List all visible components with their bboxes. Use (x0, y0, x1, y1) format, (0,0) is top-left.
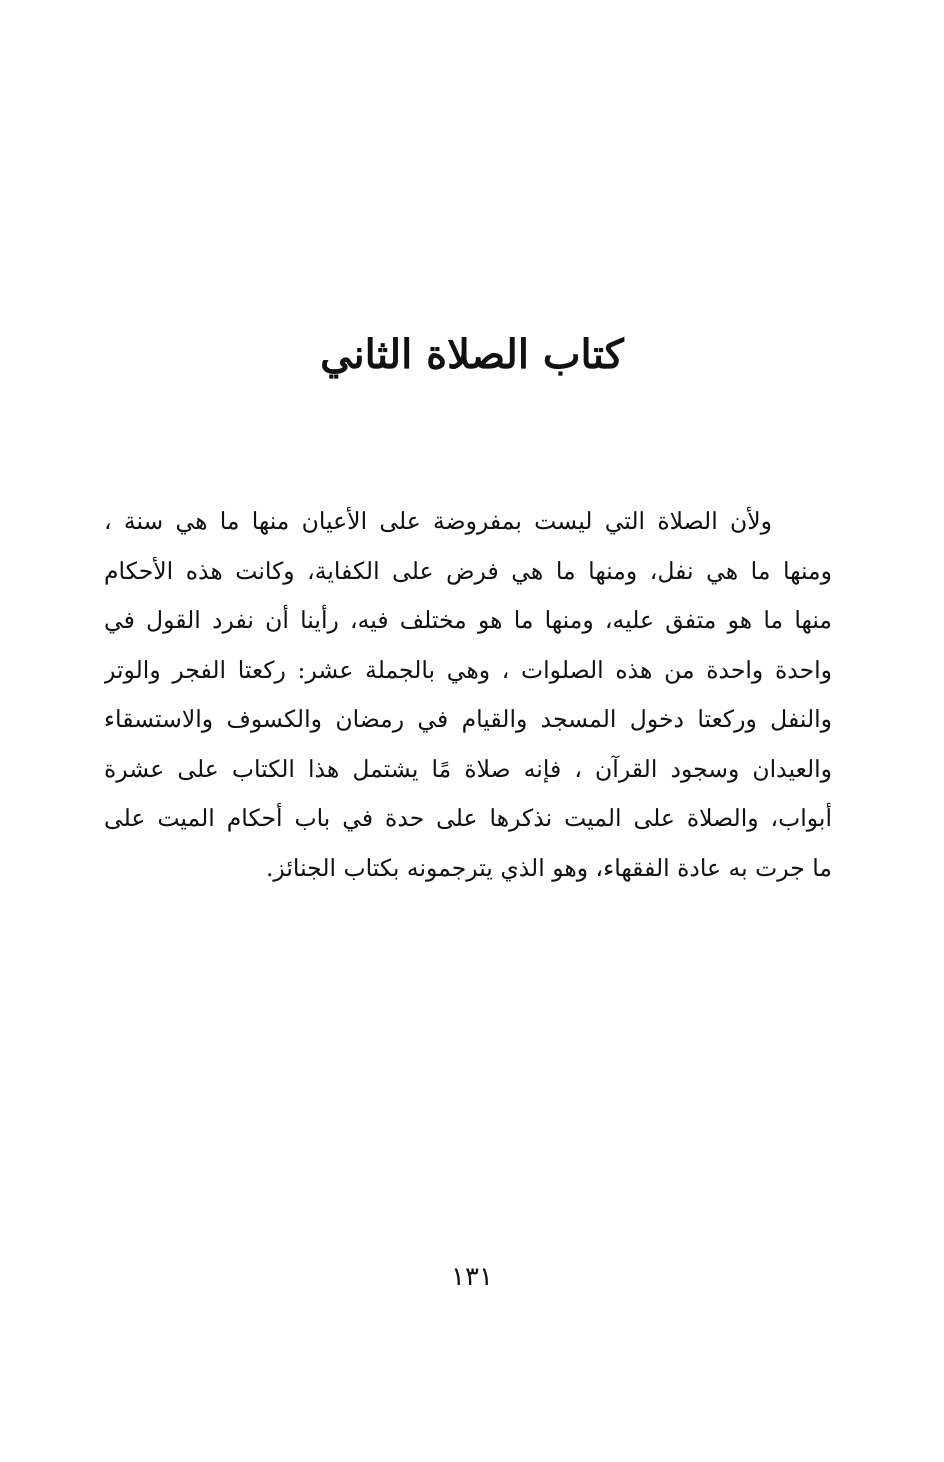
paragraph-line: أبواب، والصلاة على الميت نذكرها على حدة في باب أحكام الميت على (104, 804, 832, 832)
paragraph-line: ومنها ما هي نفل، ومنها ما هي فرض على الكفاية، وكانت هذه الأحكام (104, 556, 832, 585)
page-number: ١٣١ (451, 1262, 493, 1292)
paragraph-line: منها ما هو متفق عليه، ومنها ما هو مختلف فيه، رأينا أن نفرد القول في (104, 606, 832, 634)
paragraph-line: والنفل وركعتا دخول المسجد والقيام في رمضان والكسوف والاستسقاء (104, 705, 832, 733)
paragraph-line: واحدة واحدة من هذه الصلوات ، وهي بالجملة عشر: ركعتا الفجر والوتر (104, 655, 832, 684)
paragraph-line: والعيدان وسجود القرآن ، فإنه صلاة مًا يشتمل هذا الكتاب على عشرة (104, 754, 832, 783)
chapter-title: كتاب الصلاة الثاني (320, 331, 624, 378)
paragraph-line: ولأن الصلاة التي ليست بمفروضة على الأعيان منها ما هي سنة ، (104, 507, 772, 535)
body-paragraph (104, 497, 832, 893)
paragraph-line: ما جرت به عادة الفقهاء، وهو الذي يترجمونه بكتاب الجنائز. (265, 853, 832, 882)
